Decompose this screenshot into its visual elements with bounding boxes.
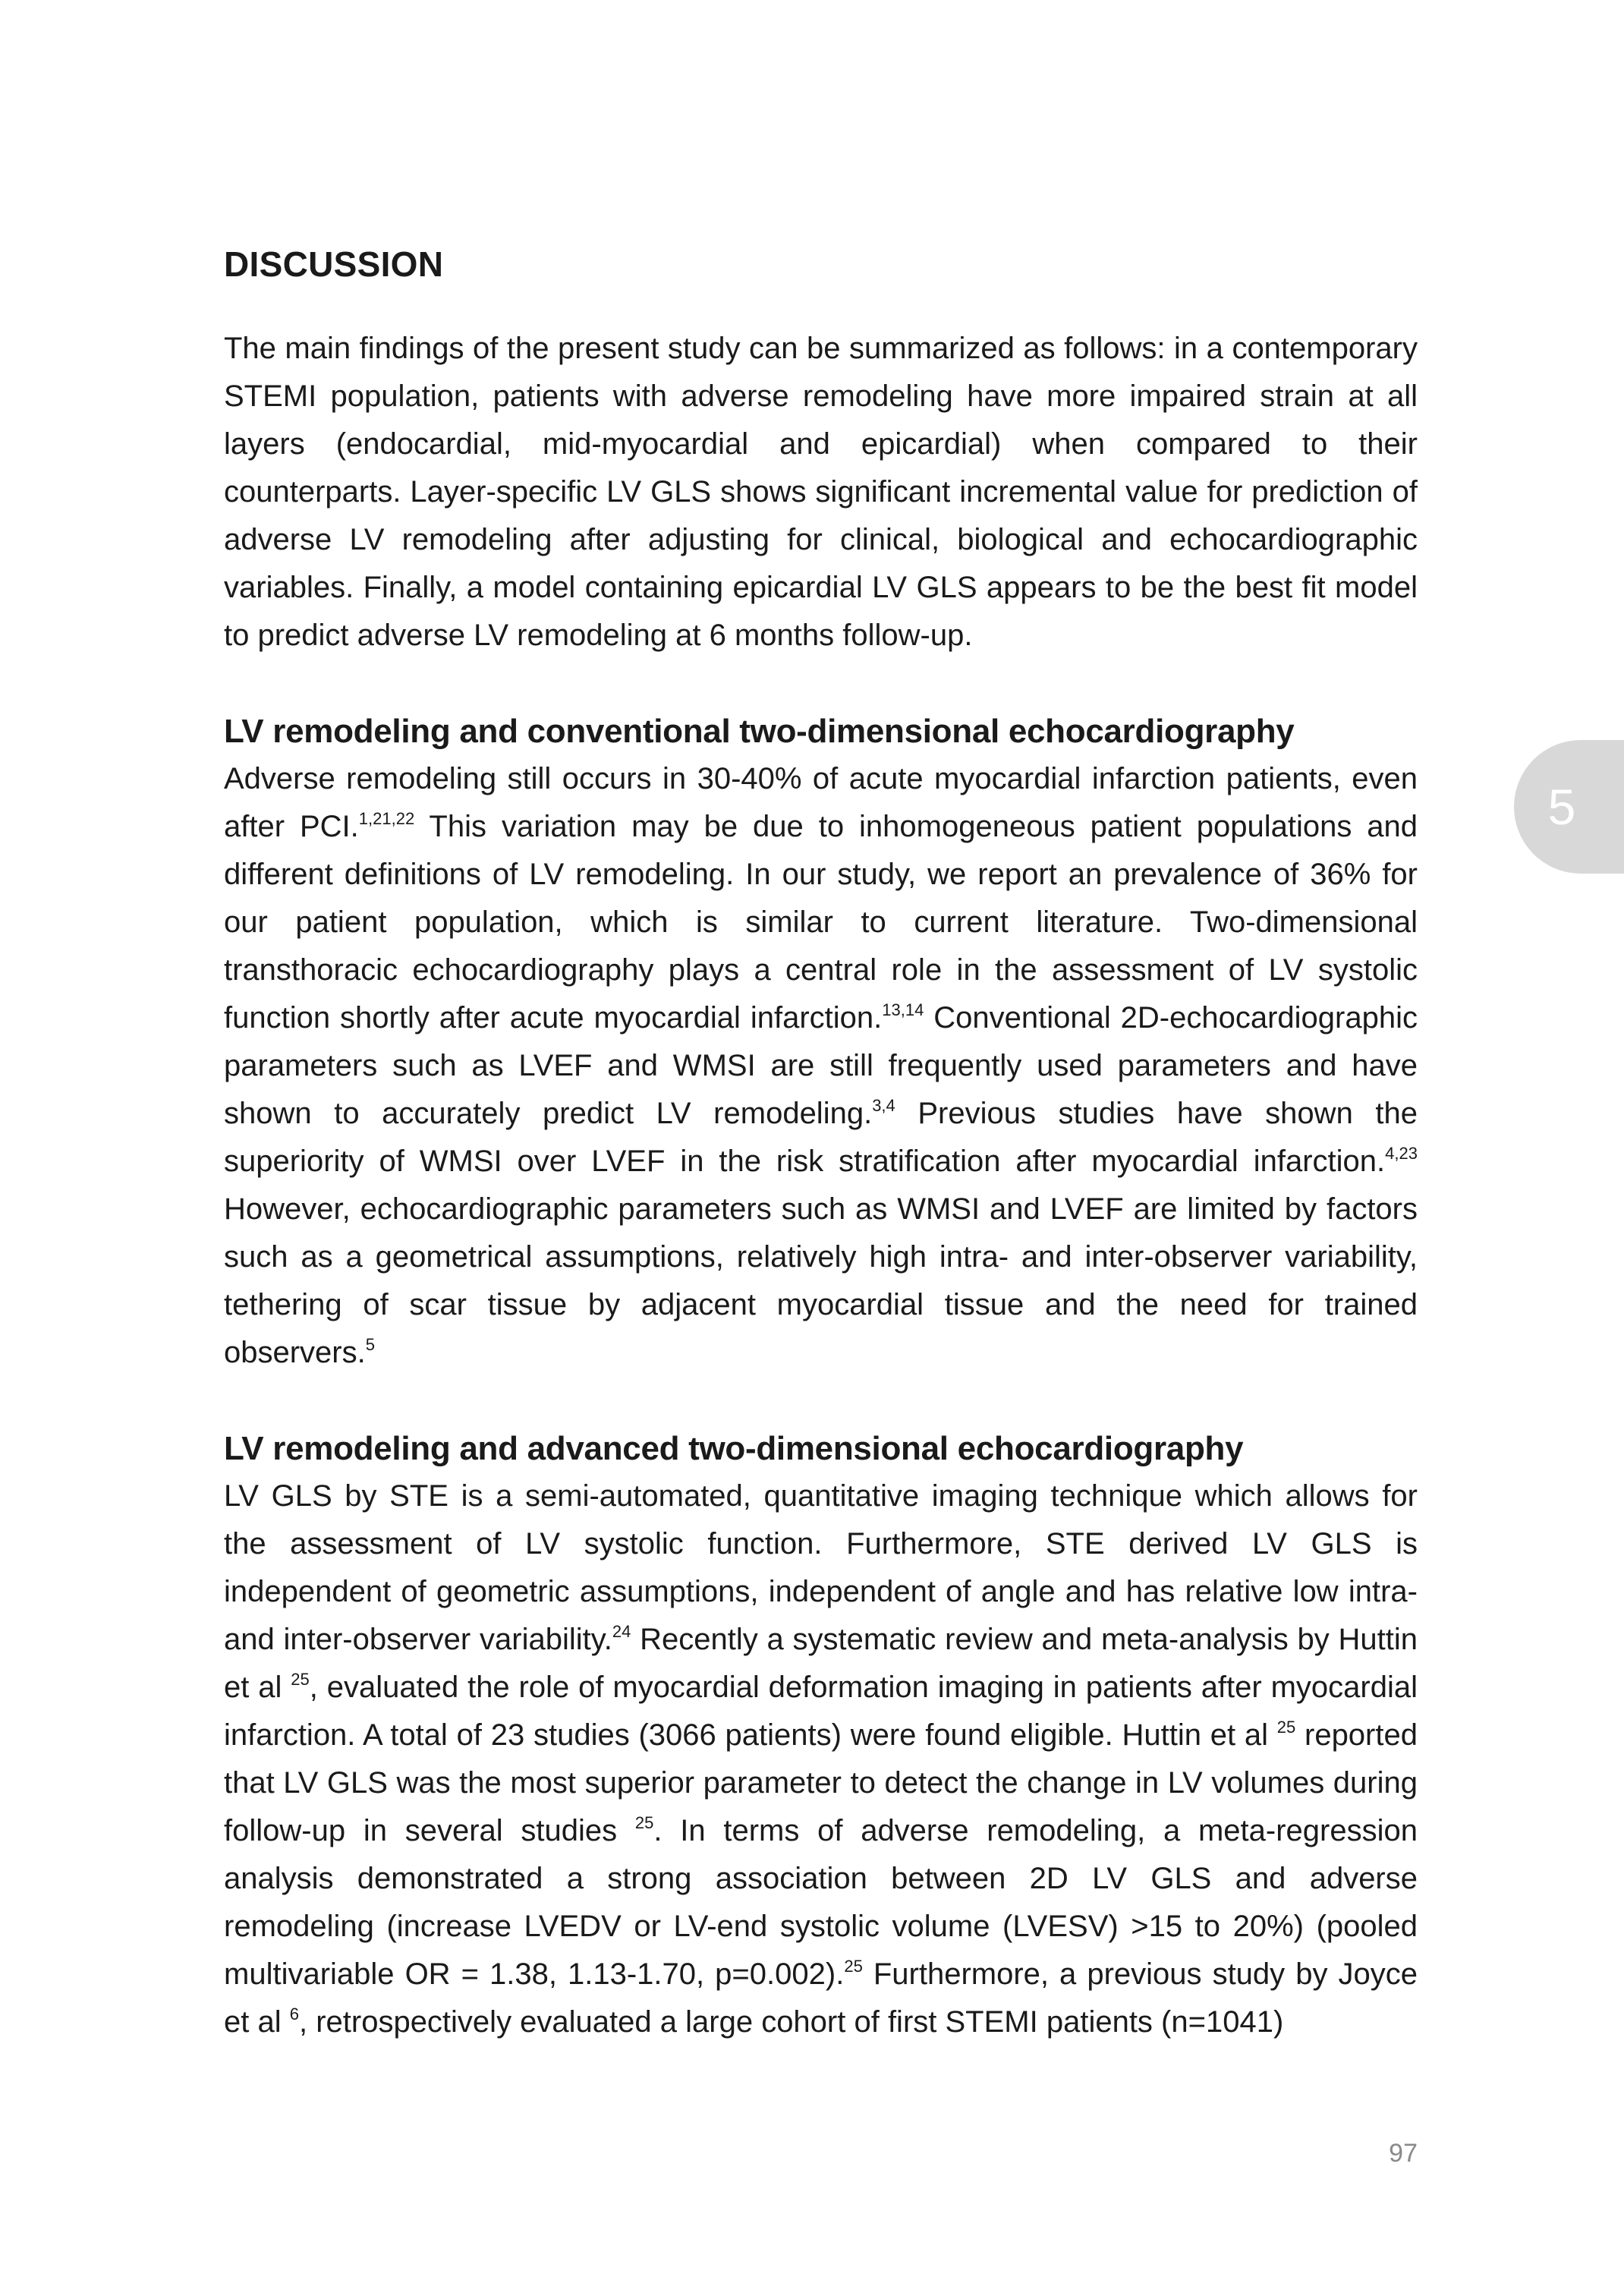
citation-ref: 25 <box>844 1957 863 1976</box>
chapter-number: 5 <box>1547 779 1576 835</box>
citation-ref: 4,23 <box>1385 1144 1418 1163</box>
citation-ref: 25 <box>1276 1718 1296 1737</box>
text-run: LV GLS by STE is a semi-automated, quantitative imaging technique which allows for the assessment of LV systolic function. Furthermore, STE derived LV GLS is independent of geometric assumptions, independent of angle and has relative low intra- and inter-observer variability. <box>224 1479 1418 1656</box>
paragraph-advanced <box>224 1472 1418 2046</box>
text-run: However, echocardiographic parameters such as WMSI and LVEF are limited by factors such as a geometrical assumptions, relatively high intra- and inter-observer variability, tethering of scar tissue by adjacent myocardial tissue and the need for trained observers. <box>224 1192 1418 1369</box>
citation-ref: 1,21,22 <box>358 809 415 828</box>
text-run: , retrospectively evaluated a large cohort of first STEMI patients (n=1041) <box>298 2005 1284 2039</box>
citation-ref: 3,4 <box>872 1096 895 1115</box>
text-run: Previous studies have shown the superiority of WMSI over LVEF in the risk stratification after myocardial infarction. <box>224 1097 1418 1178</box>
citation-ref: 25 <box>634 1813 654 1832</box>
subsection-heading-advanced: LV remodeling and advanced two-dimensional echocardiography <box>224 1430 1244 1467</box>
text-run: reported that LV GLS was the most superior parameter to detect the change in LV volumes during follow-up in several studies <box>224 1718 1418 1847</box>
citation-ref: 5 <box>365 1335 375 1354</box>
text-run: Conventional 2D-echocardiographic parameters such as LVEF and WMSI are still frequently used parameters and have shown to accurately predict LV remodeling. <box>224 1001 1418 1130</box>
section-title: DISCUSSION <box>224 244 444 284</box>
text-run: . In terms of adverse remodeling, a meta-regression analysis demonstrated a strong association between 2D LV GLS and adverse remodeling (increase LVEDV or LV-end systolic volume (LVESV) >15 to 20%) (pooled multivariable OR = 1.38, 1.13-1.70, p=0.002). <box>224 1814 1418 1991</box>
citation-ref: 6 <box>289 2005 299 2023</box>
subsection-heading-conventional: LV remodeling and conventional two-dimensional echocardiography <box>224 713 1295 750</box>
text-run: , evaluated the role of myocardial deformation imaging in patients after myocardial infarction. A total of 23 studies (3066 patients) were found eligible. Huttin et al <box>224 1671 1418 1752</box>
text-run: Adverse remodeling still occurs in 30-40% of acute myocardial infarction patients, even after PCI. <box>224 762 1418 843</box>
page-content <box>224 241 1418 2046</box>
citation-ref: 25 <box>291 1670 310 1689</box>
text-run: Furthermore, a previous study by Joyce et al <box>224 1957 1418 2039</box>
citation-ref: 24 <box>612 1622 631 1641</box>
paragraph-conventional <box>224 755 1418 1377</box>
text-run: This variation may be due to inhomogeneous patient populations and different definitions of LV remodeling. In our study, we report an prevalence of 36% for our patient population, which is similar to current literature. Two-dimensional transthoracic echocardiography plays a central role in the assessment of LV systolic function shortly after acute myocardial infarction. <box>224 810 1418 1035</box>
page-number: 97 <box>1389 2139 1418 2168</box>
text-run: Recently a systematic review and meta-analysis by Huttin et al <box>224 1623 1418 1704</box>
citation-ref: 13,14 <box>882 1000 924 1019</box>
intro-paragraph: The main findings of the present study can be summarized as follows: in a contemporary STEMI population, patients with adverse remodeling have more impaired strain at all layers (endocardial, mid-myocardial and epicardial) when compared to their counterparts. Layer-specific LV GLS shows significant incremental value for prediction of adverse LV remodeling after adjusting for clinical, biological and echocardiographic variables. Finally, a model containing epicardial LV GLS appears to be the best fit model to predict adverse LV remodeling at 6 months follow-up. <box>224 332 1418 652</box>
